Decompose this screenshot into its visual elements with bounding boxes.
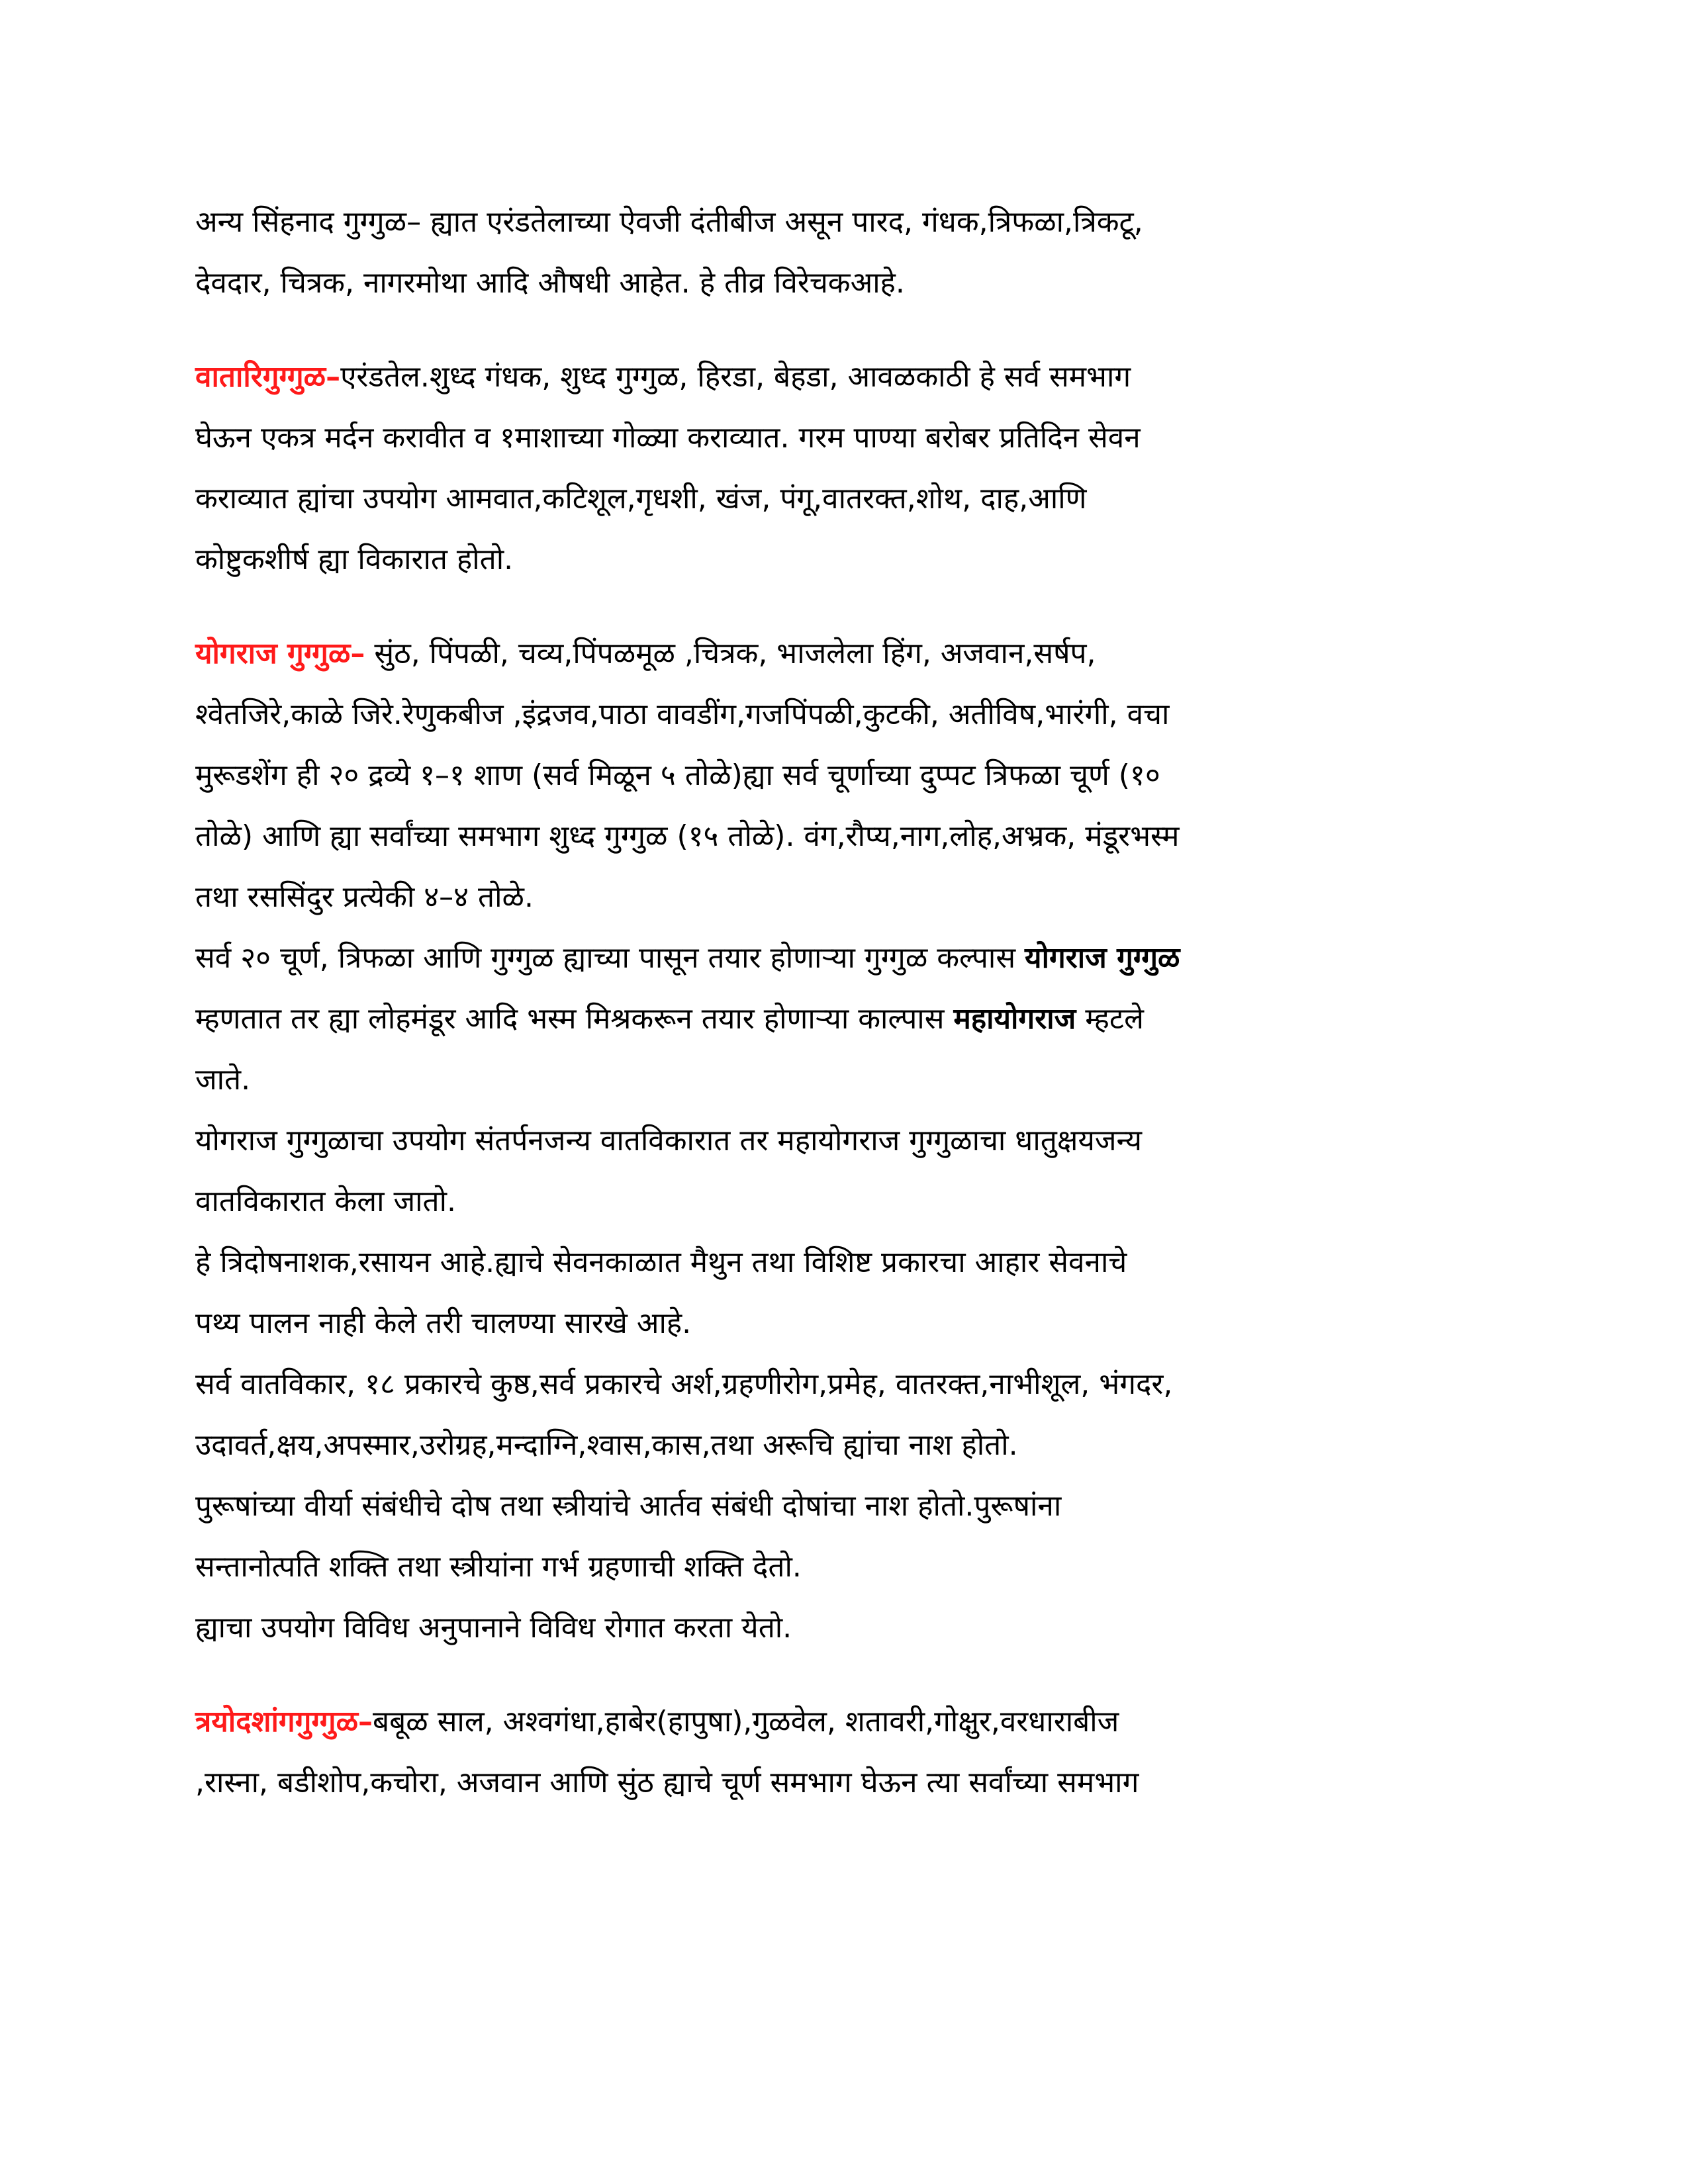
text-line: वातविकारात केला जातो. — [195, 1185, 456, 1218]
text-line: तोळे) आणि ह्या सर्वांच्या समभाग शुध्द गुग्गुळ (१५ तोळे). वंग,रौप्य,नाग,लोह,अभ्रक, मंडूरभस्म — [195, 819, 1180, 853]
text-line: पुरूषांच्या वीर्या संबंधीचे दोष तथा स्त्रीयांचे आर्तव संबंधी दोषांचा नाश होतो.पुरूषांना — [195, 1489, 1062, 1523]
text-span: म्हणतात तर ह्या लोहमंडूर आदि भस्म मिश्रकरून तयार होणाऱ्या काल्पास — [195, 1002, 954, 1036]
text-line — [195, 928, 1506, 989]
text-line — [195, 347, 1506, 408]
text-span: सर्व २० चूर्ण, त्रिफळा आणि गुग्गुळ ह्याच्या पासून तयार होणाऱ्या गुग्गुळ कल्पास — [195, 941, 1025, 975]
text-line: ,रास्ना, बडीशोप,कचोरा, अजवान आणि सुंठ ह्याचे चूर्ण समभाग घेऊन त्या सर्वांच्या समभाग — [195, 1766, 1139, 1799]
text-line: श्वेतजिरे,काळे जिरे.रेणुकबीज ,इंद्रजव,पाठा वावडींग,गजपिंपळी,कुटकी, अतीविष,भारंगी, वचा — [195, 698, 1170, 731]
text-line: कराव्यात ह्यांचा उपयोग आमवात,कटिशूल,गृधशी, खंज, पंगू,वातरक्त,शोथ, दाह,आणि — [195, 482, 1087, 516]
text-span: बबूळ साल, अश्वगंधा,हाबेर(हापुषा),गुळवेल, शतावरी,गोक्षुर,वरधाराबीज — [373, 1705, 1119, 1739]
bold-term: महायोगराज — [953, 1002, 1076, 1036]
text-line — [195, 989, 1506, 1050]
text-span: म्हटले — [1076, 1002, 1144, 1036]
document-page — [195, 192, 1506, 1813]
text-span: सुंठ, पिंपळी, चव्य,पिंपळमूळ ,चित्रक, भाजलेला हिंग, अजवान,सर्षप, — [365, 637, 1096, 670]
text-line: ह्याचा उपयोग विविध अनुपानाने विविध रोगात करता येतो. — [195, 1611, 792, 1645]
section-heading: योगराज गुग्गुळ– — [195, 637, 365, 670]
section-heading: वातारिगुग्गुळ– — [195, 360, 341, 394]
text-line: घेऊन एकत्र मर्दन करावीत व १माशाच्या गोळ्या कराव्यात. गरम पाण्या बरोबर प्रतिदिन सेवन — [195, 421, 1141, 455]
section-heading: त्रयोदशांगगुग्गुळ– — [195, 1705, 373, 1739]
text-line: मुरूडशेंग ही २० द्रव्ये १–१ शाण (सर्व मिळून ५ तोळे)ह्या सर्व चूर्णाच्या दुप्पट त्रिफळा चूर्ण (१० — [195, 758, 1160, 792]
text-line: सर्व वातविकार, १८ प्रकारचे कुष्ठ,सर्व प्रकारचे अर्श,ग्रहणीरोग,प्रमेह, वातरक्त,नाभीशूल, भंगदर, — [195, 1367, 1173, 1401]
text-line: अन्य सिंहनाद गुग्गुळ– ह्यात एरंडतेलाच्या ऐवजी दंतीबीज असून पारद, गंधक,त्रिफळा,त्रिकटू, — [195, 205, 1143, 239]
text-line: तथा रससिंदुर प्रत्येकी ४–४ तोळे. — [195, 880, 534, 914]
bold-term: योगराज गुग्गुळ — [1025, 941, 1180, 975]
text-span: एरंडतेल.शुध्द गंधक, शुध्द गुग्गुळ, हिरडा, बेहडा, आवळकाठी हे सर्व समभाग — [340, 360, 1131, 394]
text-line: उदावर्त,क्षय,अपस्मार,उरोग्रह,मन्दाग्नि,श्वास,कास,तथा अरूचि ह्यांचा नाश होतो. — [195, 1428, 1018, 1462]
text-line: पथ्य पालन नाही केले तरी चालण्या सारखे आहे. — [195, 1306, 692, 1340]
text-line: देवदार, चित्रक, नागरमोथा आदि औषधी आहेत. हे तीव्र विरेचकआहे. — [195, 266, 905, 300]
text-line — [195, 1692, 1506, 1752]
text-line — [195, 623, 1506, 684]
text-line: जाते. — [195, 1063, 251, 1097]
text-line: योगराज गुग्गुळाचा उपयोग संतर्पनजन्य वातविकारात तर महायोगराज गुग्गुळाचा धातुक्षयजन्य — [195, 1124, 1143, 1158]
text-line: हे त्रिदोषनाशक,रसायन आहे.ह्याचे सेवनकाळात मैथुन तथा विशिष्ट प्रकारचा आहार सेवनाचे — [195, 1246, 1127, 1279]
text-line: सन्तानोत्पति शक्ति तथा स्त्रीयांना गर्भ ग्रहणाची शक्ति देतो. — [195, 1550, 802, 1584]
text-line: कोष्टुकशीर्ष ह्या विकारात होतो. — [195, 543, 514, 576]
